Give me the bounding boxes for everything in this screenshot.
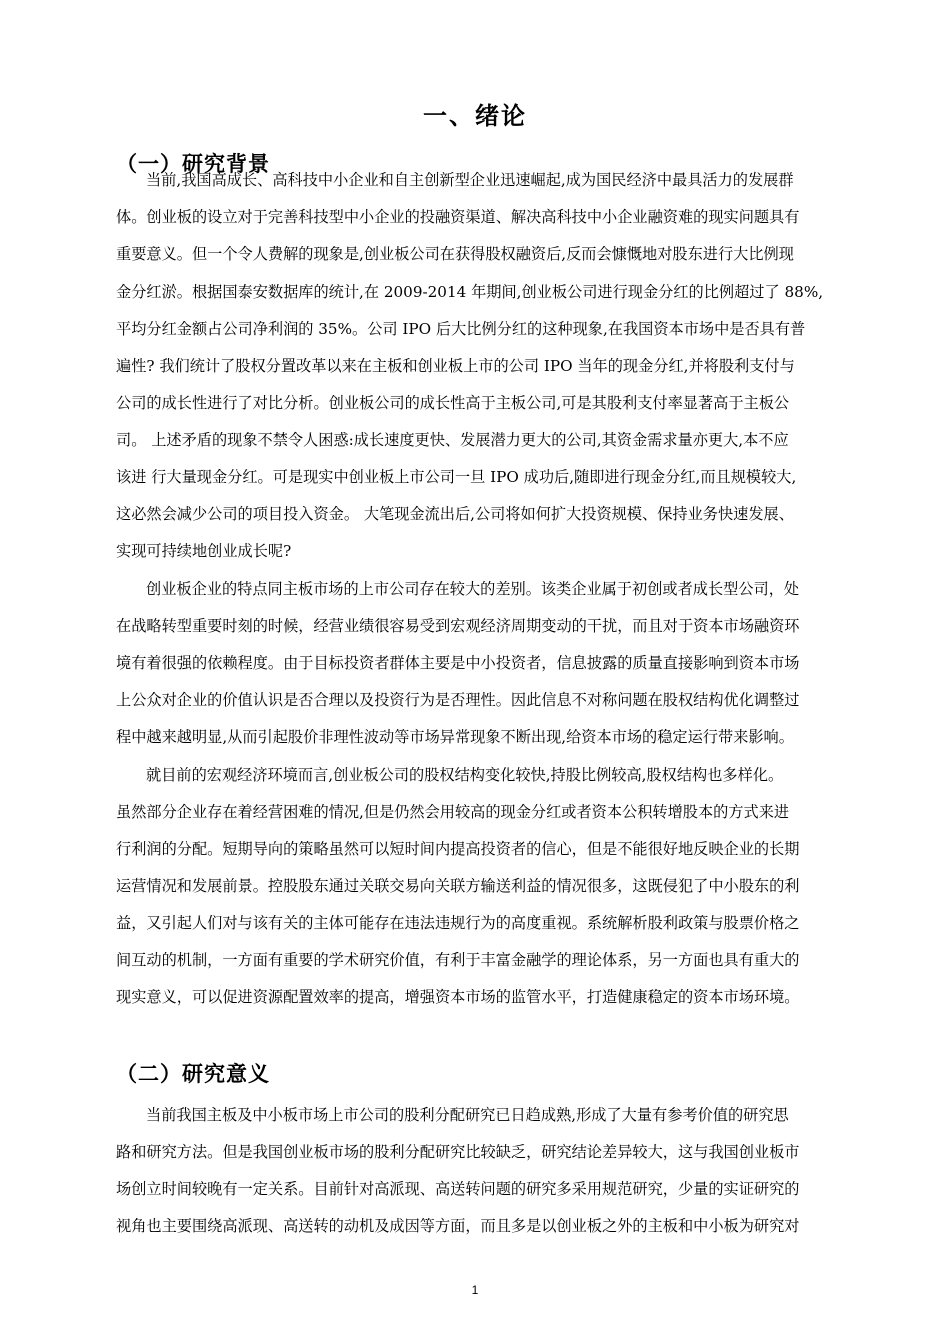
paragraph-line: 遍性? 我们统计了股权分置改革以来在主板和创业板上市的公司 IPO 当年的现金分红,并将股利支付与 bbox=[116, 357, 795, 375]
paragraph-line: 平均分红金额占公司净利润的 35%。公司 IPO 后大比例分红的这种现象,在我国资本市场中是否具有普 bbox=[116, 320, 806, 338]
paragraph-line: 现实意义，可以促进资源配置效率的提高，增强资本市场的监管水平，打造健康稳定的资本市场环境。 bbox=[116, 988, 800, 1006]
paragraph-line: 这必然会减少公司的项目投入资金。 大笔现金流出后,公司将如何扩大投资规模、保持业务快速发展、 bbox=[116, 505, 794, 523]
paragraph-line: 境有着很强的依赖程度。由于目标投资者群体主要是中小投资者，信息披露的质量直接影响到资本市场 bbox=[116, 654, 800, 672]
paragraph-line: 路和研究方法。但是我国创业板市场的股利分配研究比较缺乏，研究结论差异较大，这与我国创业板市 bbox=[116, 1143, 800, 1161]
paragraph-line: 公司的成长性进行了对比分析。创业板公司的成长性高于主板公司,可是其股利支付率显著高于主板公 bbox=[116, 394, 790, 412]
paragraph-line: 当前,我国高成长、高科技中小企业和自主创新型企业迅速崛起,成为国民经济中最具活力的发展群 bbox=[146, 171, 794, 189]
paragraph-line: 司。 上述矛盾的现象不禁令人困惑:成长速度更快、发展潜力更大的公司,其资金需求量亦更大,本不应 bbox=[116, 431, 789, 449]
paragraph-line: 场创立时间较晚有一定关系。目前针对高派现、高送转问题的研究多采用规范研究，少量的实证研究的 bbox=[116, 1180, 800, 1198]
paragraph-line: 间互动的机制，一方面有重要的学术研究价值，有利于丰富金融学的理论体系，另一方面也具有重大的 bbox=[116, 951, 800, 969]
paragraph-line: 虽然部分企业存在着经营困难的情况,但是仍然会用较高的现金分红或者资本公积转增股本的方式来进 bbox=[116, 803, 790, 821]
paragraph-line: 上公众对企业的价值认识是否合理以及投资行为是否理性。因此信息不对称问题在股权结构优化调整过 bbox=[116, 691, 800, 709]
section-heading-background: （一）研究背景 bbox=[116, 152, 270, 176]
paragraph-line: 在战略转型重要时刻的时候，经营业绩很容易受到宏观经济周期变动的干扰，而且对于资本市场融资环 bbox=[116, 617, 800, 635]
paragraph-line: 程中越来越明显,从而引起股价非理性波动等市场异常现象不断出现,给资本市场的稳定运行带来影响。 bbox=[116, 728, 794, 746]
paragraph-line: 创业板企业的特点同主板市场的上市公司存在较大的差别。该类企业属于初创或者成长型公司，处 bbox=[146, 580, 800, 598]
paragraph-line: 实现可持续地创业成长呢? bbox=[116, 542, 292, 560]
paragraph-line: 就目前的宏观经济环境而言,创业板公司的股权结构变化较快,持股比例较高,股权结构也多样化。 bbox=[146, 766, 784, 784]
paragraph-line: 视角也主要围绕高派现、高送转的动机及成因等方面，而且多是以创业板之外的主板和中小板为研究对 bbox=[116, 1217, 800, 1235]
page-number: 1 bbox=[471, 1283, 479, 1297]
paragraph-line: 行利润的分配。短期导向的策略虽然可以短时间内提高投资者的信心，但是不能很好地反映企业的长期 bbox=[116, 840, 800, 858]
paragraph-line: 金分红淤。根据国泰安数据库的统计,在 2009-2014 年期间,创业板公司进行现金分红的比例超过了 88%, bbox=[116, 283, 824, 301]
paragraph-line: 重要意义。但一个令人费解的现象是,创业板公司在获得股权融资后,反而会慷慨地对股东进行大比例现 bbox=[116, 245, 794, 263]
paragraph-line: 益，又引起人们对与该有关的主体可能存在违法违规行为的高度重视。系统解析股利政策与股票价格之 bbox=[116, 914, 800, 932]
paragraph-line: 当前我国主板及中小板市场上市公司的股利分配研究已日趋成熟,形成了大量有参考价值的研究思 bbox=[146, 1106, 789, 1124]
section-heading-significance: （二）研究意义 bbox=[116, 1062, 270, 1086]
paragraph-line: 该进 行大量现金分红。可是现实中创业板上市公司一旦 IPO 成功后,随即进行现金分红,而且规模较大, bbox=[116, 468, 797, 486]
chapter-title: 一、绪论 bbox=[423, 102, 527, 130]
paragraph-line: 体。创业板的设立对于完善科技型中小企业的投融资渠道、解决高科技中小企业融资难的现实问题具有 bbox=[116, 208, 800, 226]
paragraph-line: 运营情况和发展前景。控股股东通过关联交易向关联方输送利益的情况很多，这既侵犯了中小股东的利 bbox=[116, 877, 800, 895]
